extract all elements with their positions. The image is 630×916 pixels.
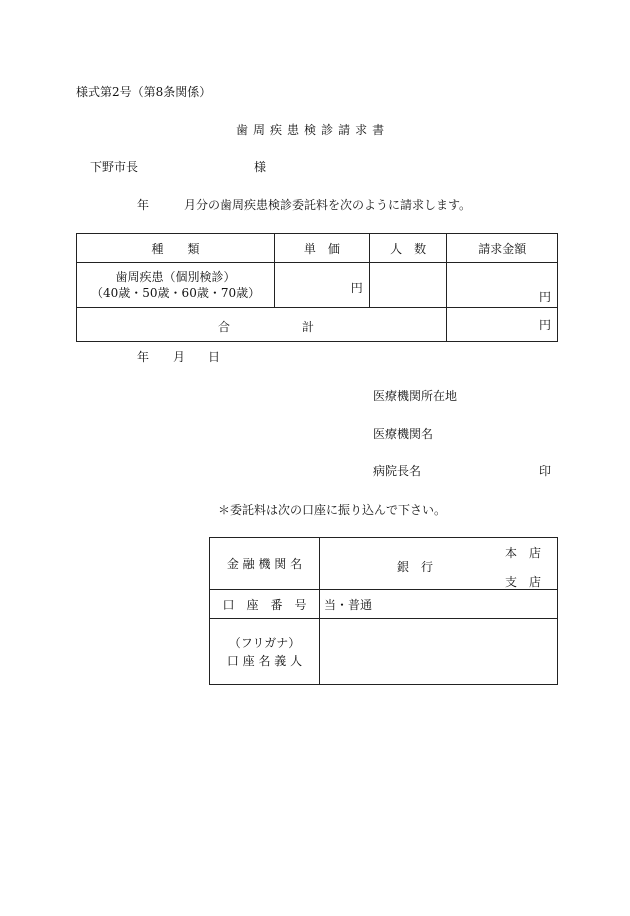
bank-table	[209, 537, 558, 685]
account-holder-cell[interactable]	[320, 619, 558, 685]
seal-mark: 印	[539, 464, 552, 478]
header-count: 人 数	[369, 234, 447, 263]
unit-price-cell[interactable]	[275, 263, 370, 308]
institution-address-label: 医療機関所在地	[373, 389, 458, 403]
bank-note: ＊委託料は次の口座に振り込んで下さい。	[218, 503, 447, 517]
page-title: 歯 周 疾 患 検 診 請 求 書	[236, 123, 385, 137]
director-name-label: 病院長名	[373, 464, 422, 478]
form-number: 様式第2号（第8条関係）	[76, 85, 212, 99]
total-amount-cell[interactable]	[447, 308, 558, 342]
date-month: 月	[173, 350, 186, 364]
unit-price-suffix: 円	[350, 281, 363, 295]
header-type: 種 類	[77, 234, 275, 263]
furigana-label: （フリガナ）	[228, 635, 301, 650]
date-year: 年	[137, 350, 150, 364]
total-amount-suffix: 円	[538, 318, 551, 332]
holder-label: 口 座 名 義 人	[226, 653, 303, 668]
bank-suffix: 銀 行	[397, 560, 434, 574]
date-day: 日	[208, 350, 221, 364]
header-unit-price: 単 価	[275, 234, 370, 263]
bank-institution-cell[interactable]	[320, 538, 558, 590]
account-number-cell[interactable]	[320, 590, 558, 619]
header-claim-amount: 請求金額	[447, 234, 558, 263]
account-holder-label	[210, 619, 320, 685]
bank-institution-label: 金 融 機 関 名	[210, 538, 320, 590]
institution-name-label: 医療機関名	[373, 427, 434, 441]
type-line1: 歯周疾患（個別検診）	[115, 269, 236, 284]
account-number-label: 口 座 番 号	[210, 590, 320, 619]
total-label-2: 計	[302, 320, 315, 334]
type-cell	[77, 263, 275, 308]
amount-cell[interactable]	[447, 263, 558, 308]
claim-table	[76, 233, 558, 342]
account-type: 当・普通	[324, 597, 373, 612]
type-line2: （40歳・50歳・60歳・70歳）	[91, 286, 261, 300]
addressee-name: 下野市長	[90, 160, 139, 174]
total-label-cell	[77, 308, 447, 342]
addressee-honorific: 様	[254, 160, 267, 174]
branch-label: 支 店	[505, 575, 542, 589]
statement-text: 月分の歯周疾患検診委託料を次のように請求します。	[184, 198, 472, 212]
amount-suffix: 円	[538, 290, 551, 304]
statement-year-label: 年	[137, 198, 150, 212]
total-label-1: 合	[218, 320, 231, 334]
count-cell[interactable]	[369, 263, 447, 308]
head-office-label: 本 店	[505, 546, 542, 560]
